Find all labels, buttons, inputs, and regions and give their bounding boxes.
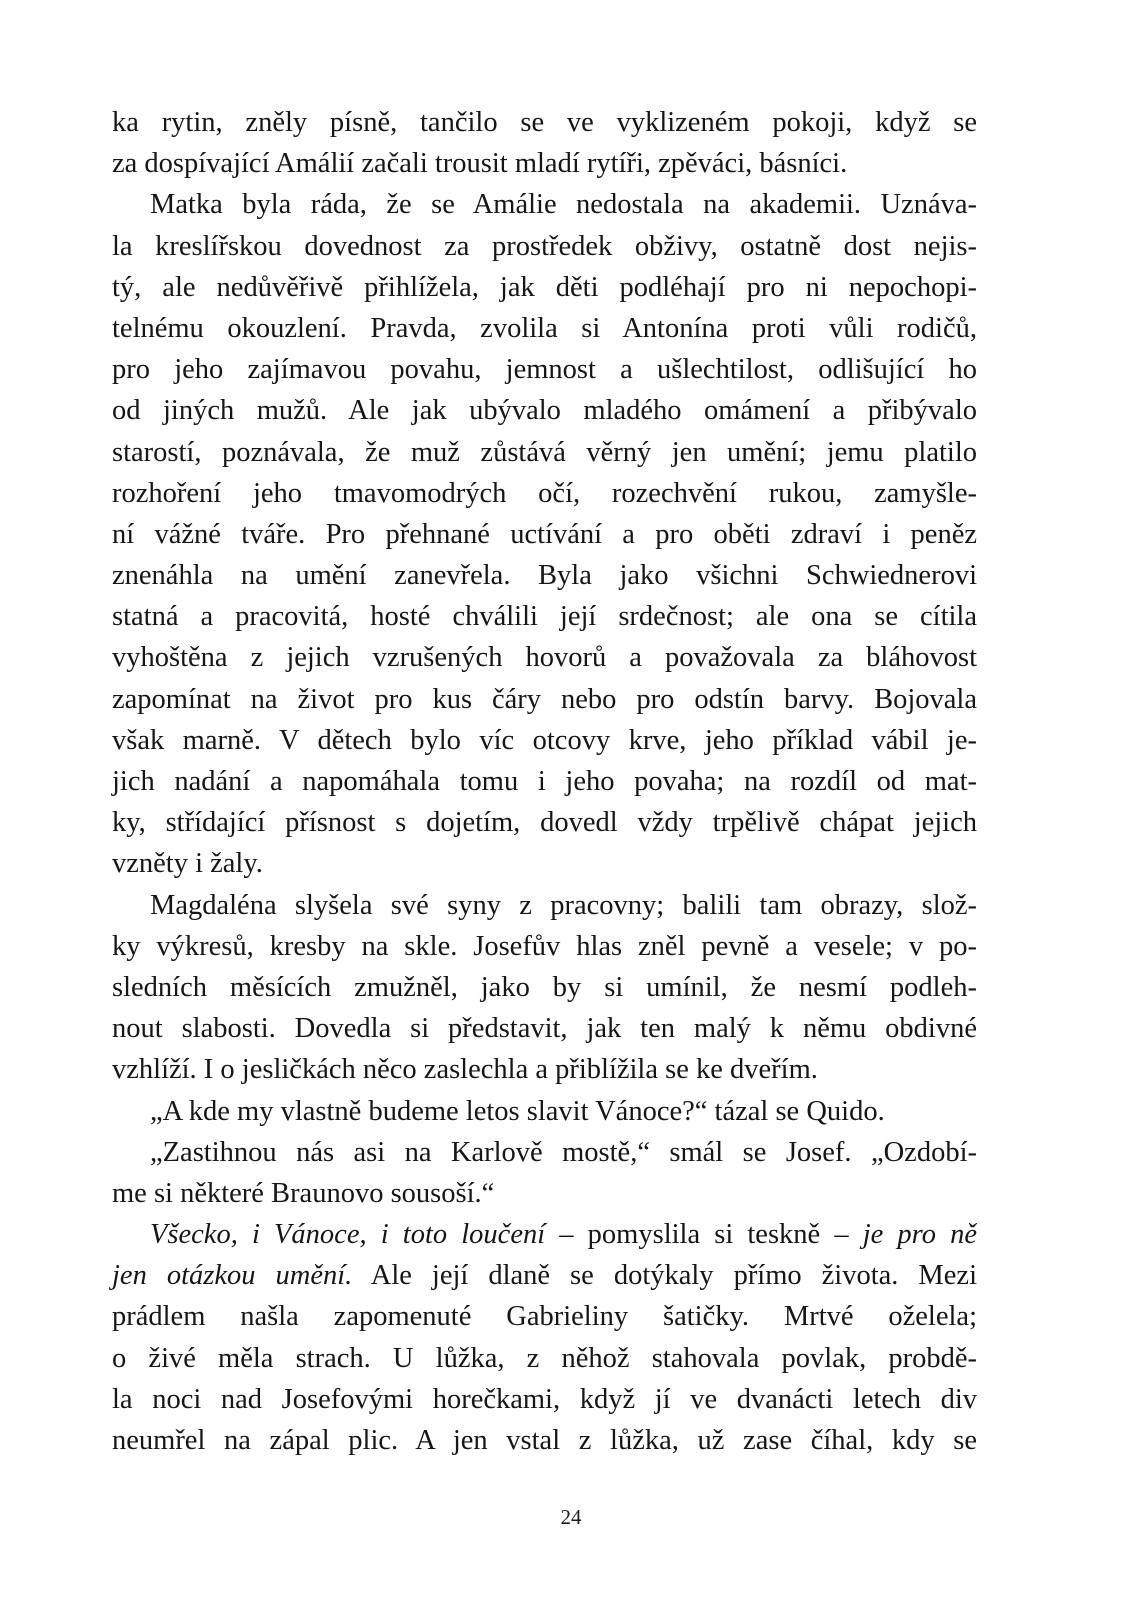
text-line (112, 267, 977, 308)
text-line (112, 432, 977, 473)
text-segment: prádlem našla zapomenuté Gabrieliny šatičky. Mrtvé oželela; (112, 1301, 977, 1333)
text-segment: la kreslířskou dovednost za prostředek obživy, ostatně dost nejis- (112, 230, 977, 262)
italic-text: jen otázkou umění. (112, 1260, 353, 1292)
text-segment: – pomyslila si teskně – (545, 1219, 863, 1251)
text-segment: rozhoření jeho tmavomodrých očí, rozechvění rukou, zamyšle- (112, 477, 977, 509)
text-segment: vyhoštěna z jejich vzrušených hovorů a považovala za bláhovost (112, 642, 977, 674)
text-line (112, 1338, 977, 1379)
text-line (112, 1214, 977, 1255)
text-line (112, 885, 977, 926)
text-line (112, 1173, 977, 1214)
text-line (112, 390, 977, 431)
text-segment: ky výkresů, kresby na skle. Josefův hlas zněl pevně a vesele; v po- (112, 930, 977, 962)
text-line (112, 802, 977, 843)
text-line (112, 596, 977, 637)
text-line (112, 967, 977, 1008)
text-segment: statná a pracovitá, hosté chválili její srdečnost; ale ona se cítila (112, 601, 977, 633)
text-line (112, 637, 977, 678)
text-line (112, 679, 977, 720)
text-segment: la noci nad Josefovými horečkami, když jí ve dvanácti letech div (112, 1383, 977, 1415)
text-line (112, 226, 977, 267)
body-text (112, 102, 977, 1461)
text-segment: starostí, poznávala, že muž zůstává věrný jen umění; jemu platilo (112, 436, 977, 468)
text-segment: vzněty i žaly. (112, 848, 263, 880)
text-line (112, 473, 977, 514)
text-line (112, 1091, 977, 1132)
text-segment: „Zastihnou nás asi na Karlově mostě,“ smál se Josef. „Ozdobí- (150, 1136, 977, 1168)
text-line (112, 1049, 977, 1090)
page-number: 24 (560, 1505, 582, 1529)
text-segment: „A kde my vlastně budeme letos slavit Vánoce?“ tázal se Quido. (150, 1095, 885, 1127)
text-line (112, 1008, 977, 1049)
text-line (112, 143, 977, 184)
text-segment: telnému okouzlení. Pravda, zvolila si Antonína proti vůli rodičů, (112, 312, 977, 344)
text-line (112, 1296, 977, 1337)
text-segment: za dospívající Amálií začali trousit mladí rytíři, zpěváci, básníci. (112, 148, 848, 180)
text-segment: sledních měsících zmužněl, jako by si umínil, že nesmí podleh- (112, 971, 977, 1003)
text-line (112, 926, 977, 967)
text-line (112, 720, 977, 761)
text-segment: ky, střídající přísnost s dojetím, dovedl vždy trpělivě chápat jejich (112, 807, 977, 839)
text-segment: pro jeho zajímavou povahu, jemnost a ušlechtilost, odlišující ho (112, 354, 977, 386)
text-segment: nout slabosti. Dovedla si představit, jak ten malý k němu obdivné (112, 1013, 977, 1045)
text-segment: znenáhla na umění zanevřela. Byla jako všichni Schwiednerovi (112, 560, 977, 592)
text-segment: tý, ale nedůvěřivě přihlížela, jak děti podléhají pro ni nepochopi- (112, 271, 977, 303)
text-line (112, 102, 977, 143)
text-segment: o živé měla strach. U lůžka, z něhož stahovala povlak, probdě- (112, 1342, 977, 1374)
text-segment: me si některé Braunovo sousoší.“ (112, 1177, 495, 1209)
text-line (112, 308, 977, 349)
text-segment: od jiných mužů. Ale jak ubývalo mladého omámení a přibývalo (112, 395, 977, 427)
text-segment: však marně. V dětech bylo víc otcovy krve, jeho příklad vábil je- (112, 724, 977, 756)
text-segment: ka rytin, zněly písně, tančilo se ve vyklizeném pokoji, když se (112, 107, 977, 138)
text-segment: ní vážné tváře. Pro přehnané uctívání a pro oběti zdraví i peněz (112, 518, 977, 550)
text-segment: Magdaléna slyšela své syny z pracovny; balili tam obrazy, slož- (150, 889, 977, 921)
text-line (112, 555, 977, 596)
text-line (112, 1255, 977, 1296)
text-line (112, 843, 977, 884)
text-line (112, 184, 977, 225)
text-line (112, 761, 977, 802)
text-segment: neumřel na zápal plic. A jen vstal z lůžka, už zase číhal, kdy se (112, 1425, 977, 1456)
text-segment: zapomínat na život pro kus čáry nebo pro odstín barvy. Bojovala (112, 683, 977, 715)
text-segment: Matka byla ráda, že se Amálie nedostala na akademii. Uznáva- (150, 189, 977, 221)
text-line (112, 514, 977, 555)
text-line (112, 1379, 977, 1420)
text-line (112, 1132, 977, 1173)
text-line (112, 349, 977, 390)
italic-text: Všecko, i Vánoce, i toto loučení (150, 1219, 546, 1251)
italic-text: je pro ně (862, 1219, 977, 1251)
text-line (112, 1420, 977, 1461)
text-segment: jich nadání a napomáhala tomu i jeho povaha; na rozdíl od mat- (112, 766, 977, 797)
text-segment: vzhlíží. I o jesličkách něco zaslechla a přiblížila se ke dveřím. (112, 1054, 818, 1086)
text-segment: Ale její dlaně se dotýkaly přímo života. Mezi (352, 1260, 977, 1292)
